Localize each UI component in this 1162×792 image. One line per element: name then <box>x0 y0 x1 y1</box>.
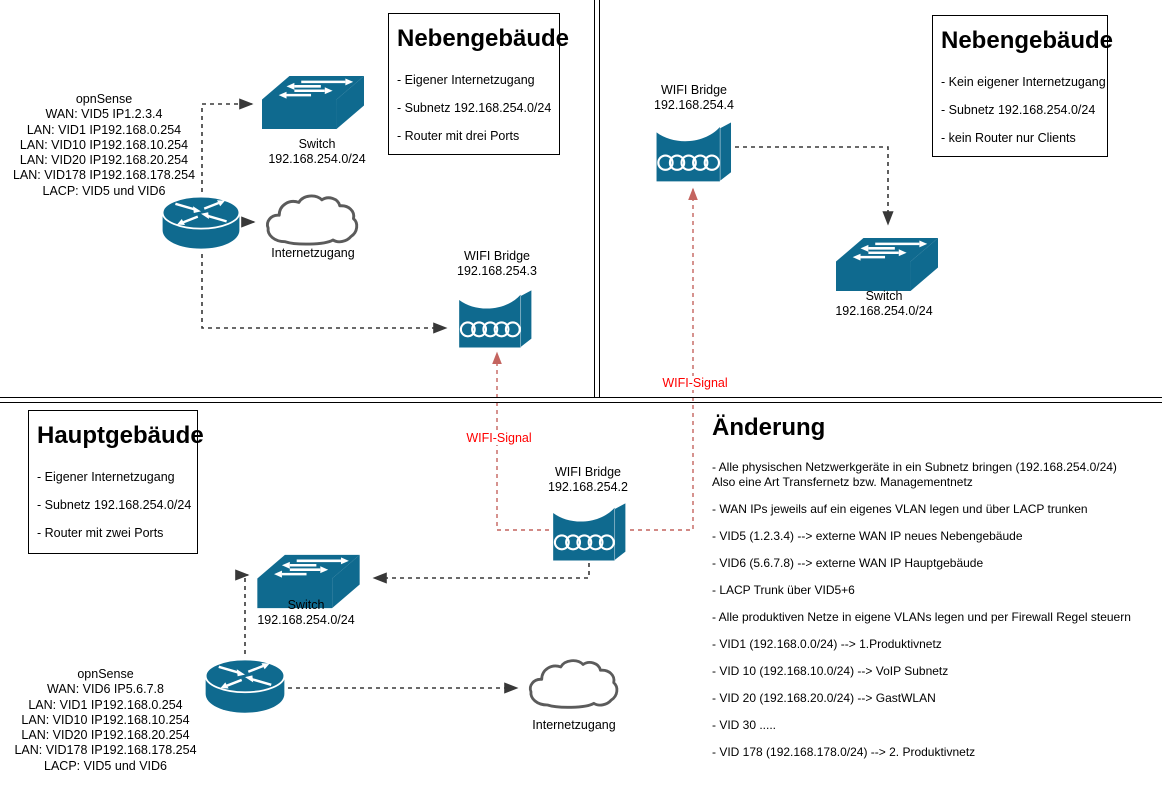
note-line: - VID6 (5.6.7.8) --> externe WAN IP Hauptgebäude <box>712 556 984 570</box>
wifi-bridge-icon <box>550 500 629 564</box>
cloud-label-top-left <box>263 246 363 261</box>
switch-label-top-right <box>824 289 944 320</box>
bridge2-label <box>538 465 638 496</box>
cloud-name: Internetzugang <box>532 718 616 732</box>
notes-title-text: Änderung <box>712 414 826 441</box>
bridge-name: WIFI Bridge <box>661 83 727 97</box>
info-item: - Kein eigener Internetzugang <box>941 75 1106 89</box>
wire-bridge2-to-switch-bottom <box>374 563 589 578</box>
bridge-name: WIFI Bridge <box>555 465 621 479</box>
note-line: Also eine Art Transfernetz bzw. Managementnetz <box>712 475 973 489</box>
info-item: - Subnetz 192.168.254.0/24 <box>941 103 1096 117</box>
info-item: - Eigener Internetzugang <box>397 73 535 87</box>
wire-bridge4-to-switch-tr <box>735 147 888 224</box>
bridge-ip: 192.168.254.4 <box>654 98 734 113</box>
switch-name: Switch <box>287 598 325 612</box>
router-lacp: LACP: VID5 und VID6 <box>44 758 167 773</box>
bridge3-label <box>447 249 547 280</box>
switch-subnet: 192.168.254.0/24 <box>257 613 355 628</box>
router-wan: WAN: VID6 IP5.6.7.8 <box>47 682 164 697</box>
switch-name: Switch <box>298 137 336 151</box>
note-line: - VID 30 ..... <box>712 718 777 732</box>
info-box-nebengebaeude-right <box>932 15 1114 157</box>
info-box-hauptgebaeude <box>28 410 204 554</box>
router-name: opnSense <box>75 92 133 106</box>
router-icon <box>204 655 286 718</box>
router-lan1: LAN: VID1 IP192.168.0.254 <box>26 122 182 137</box>
info-box-title: Nebengebäude <box>397 25 570 52</box>
router-wan: WAN: VID5 IP1.2.3.4 <box>45 107 163 122</box>
switch-name: Switch <box>865 289 903 303</box>
switch-label-bottom <box>246 598 366 629</box>
wifi-link-bridge2-bridge4 <box>630 189 693 530</box>
switch-label-top-left <box>257 137 377 168</box>
router-lan178: LAN: VID178 IP192.168.178.254 <box>12 168 196 183</box>
bridge-ip: 192.168.254.3 <box>457 264 537 279</box>
wifi-bridge-icon <box>654 119 734 185</box>
wire-router-to-switch-tl <box>202 104 252 192</box>
bridge-ip: 192.168.254.2 <box>548 480 628 495</box>
note-line: - VID 178 (192.168.178.0/24) --> 2. Produktivnetz <box>712 745 976 759</box>
router-lan178: LAN: VID178 IP192.168.178.254 <box>14 743 197 758</box>
note-line: - LACP Trunk über VID5+6 <box>712 583 855 597</box>
switch-icon <box>262 72 364 133</box>
switch-icon <box>836 234 938 295</box>
wifi-signal-text: WIFI-Signal <box>662 376 728 390</box>
info-item: - kein Router nur Clients <box>941 131 1076 145</box>
wire-router-to-bridge3 <box>202 254 446 328</box>
router-lan10: LAN: VID10 IP192.168.10.254 <box>19 137 189 152</box>
info-item: - Subnetz 192.168.254.0/24 <box>37 498 192 512</box>
info-box-nebengebaeude-left <box>388 13 570 155</box>
info-item: - Subnetz 192.168.254.0/24 <box>397 101 552 115</box>
note-line: - WAN IPs jeweils auf ein eigenes VLAN legen und über LACP trunken <box>712 502 1088 516</box>
router-lan20: LAN: VID20 IP192.168.20.254 <box>21 728 190 743</box>
info-box-title: Hauptgebäude <box>37 422 204 449</box>
router-name: opnSense <box>77 667 134 681</box>
router-label-bottom <box>8 667 203 774</box>
note-line: - Alle produktiven Netze in eigene VLANs legen und per Firewall Regel steuern <box>712 610 1131 624</box>
router-lan10: LAN: VID10 IP192.168.10.254 <box>21 712 190 727</box>
router-icon <box>161 192 241 254</box>
wifi-bridge-icon <box>456 287 535 351</box>
info-item: - Eigener Internetzugang <box>37 470 175 484</box>
router-lan1: LAN: VID1 IP192.168.0.254 <box>28 697 183 712</box>
cloud-name: Internetzugang <box>271 246 355 260</box>
bridge4-label <box>644 83 744 114</box>
cloud-label-bottom <box>524 718 624 733</box>
info-item: - Router mit drei Ports <box>397 129 520 143</box>
notes-list <box>712 460 1162 772</box>
wifi-signal-label-left <box>453 431 545 445</box>
note-line: - VID1 (192.168.0.0/24) --> 1.Produktivnetz <box>712 637 942 651</box>
wifi-signal-label-right <box>650 376 740 390</box>
router-label-top-left <box>8 92 200 199</box>
notes-title <box>712 414 825 442</box>
switch-subnet: 192.168.254.0/24 <box>835 304 933 319</box>
note-line: - VID 10 (192.168.10.0/24) --> VoIP Subnetz <box>712 664 949 678</box>
note-line: - Alle physischen Netzwerkgeräte in ein Subnetz bringen (192.168.254.0/24) <box>712 460 1117 474</box>
info-box-title: Nebengebäude <box>941 27 1114 54</box>
switch-subnet: 192.168.254.0/24 <box>268 152 366 167</box>
router-lan20: LAN: VID20 IP192.168.20.254 <box>19 153 189 168</box>
note-line: - VID 20 (192.168.20.0/24) --> GastWLAN <box>712 691 936 705</box>
info-item: - Router mit zwei Ports <box>37 526 164 540</box>
router-lacp: LACP: VID5 und VID6 <box>42 183 166 198</box>
wifi-signal-text: WIFI-Signal <box>466 431 532 445</box>
note-line: - VID5 (1.2.3.4) --> externe WAN IP neues Nebengebäude <box>712 529 1023 543</box>
cloud-icon <box>526 654 622 713</box>
bridge-name: WIFI Bridge <box>464 249 530 263</box>
cloud-icon <box>263 191 362 248</box>
